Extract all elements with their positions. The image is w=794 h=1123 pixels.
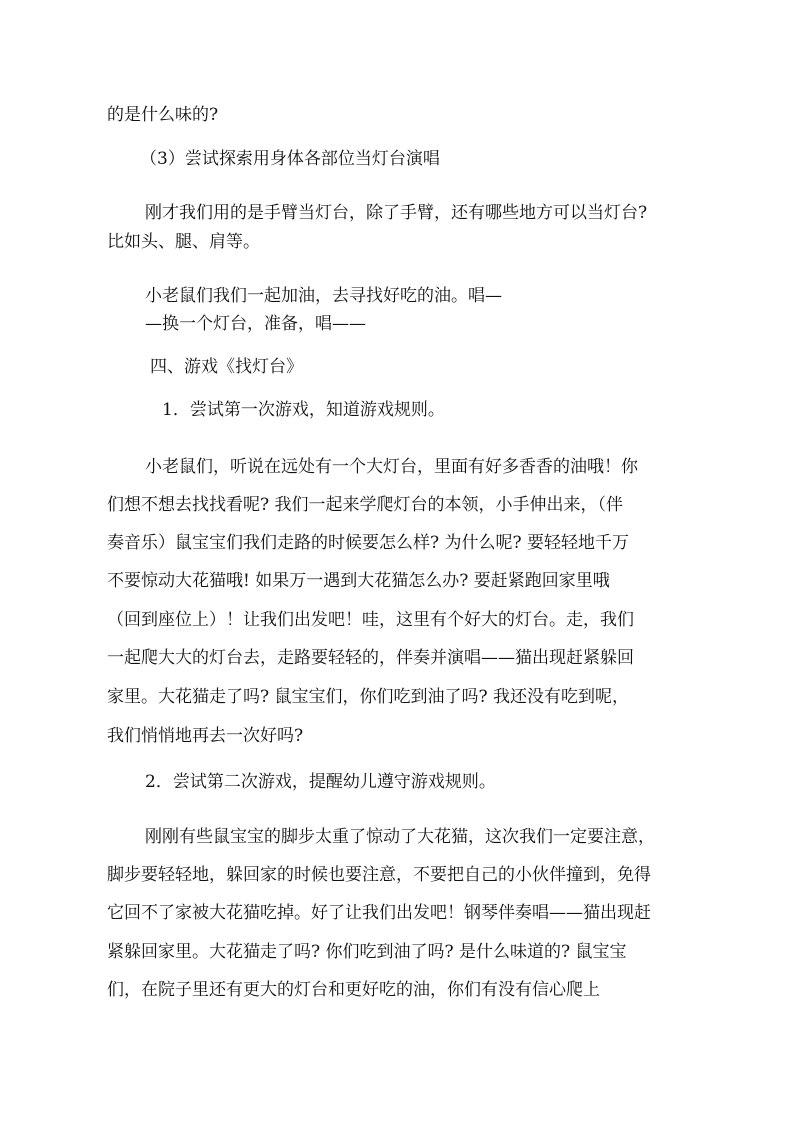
paragraph-line: 家里。大花猫走了吗? 鼠宝宝们，你们吃到油了吗? 我还没有吃到呢， [107, 687, 630, 707]
paragraph-line: 奏音乐）鼠宝宝们我们走路的时候要怎么样? 为什么呢? 要轻轻地千万 [107, 533, 630, 553]
paragraph-line: 们想不想去找找看呢? 我们一起来学爬灯台的本领，小手伸出来，（伴 [107, 495, 624, 515]
section4-heading: 四、游戏《找灯台》 [150, 357, 303, 377]
paragraph-line: 不要惊动大花猫哦! 如果万一遇到大花猫怎么办? 要赶紧跑回家里哦 [107, 571, 610, 591]
text-line-fragment: 的是什么味的? [107, 105, 219, 125]
paragraph-line: 比如头、腿、肩等。 [107, 232, 260, 252]
paragraph-line: 小老鼠们，听说在远处有一个大灯台，里面有好多香香的油哦！你 [145, 457, 638, 477]
item2-heading: 2．尝试第二次游戏，提醒幼儿遵守游戏规则。 [145, 772, 496, 792]
step3-heading: （3）尝试探索用身体各部位当灯台演唱 [140, 149, 440, 169]
paragraph-line: —换一个灯台，准备，唱—— [145, 314, 366, 334]
paragraph-line: 紧躲回家里。大花猫走了吗? 你们吃到油了吗? 是什么味道的? 鼠宝宝 [107, 942, 627, 962]
paragraph-line: 一起爬大大的灯台去，走路要轻轻的，伴奏并演唱——猫出现赶紧躲回 [107, 648, 634, 668]
paragraph-line: 刚刚有些鼠宝宝的脚步太重了惊动了大花猫，这次我们一定要注意， [145, 827, 655, 847]
item1-heading: 1．尝试第一次游戏，知道游戏规则。 [162, 400, 445, 420]
paragraph-line: 们，在院子里还有更大的灯台和更好吃的油，你们有没有信心爬上 [107, 980, 600, 1000]
paragraph-line: 小老鼠们我们一起加油，去寻找好吃的油。唱— [145, 286, 502, 306]
paragraph-line: （回到座位上）！让我们出发吧！哇，这里有个好大的灯台。走，我们 [107, 610, 634, 630]
paragraph-line: 我们悄悄地再去一次好吗? [107, 726, 304, 746]
paragraph-line: 它回不了家被大花猫吃掉。好了让我们出发吧！钢琴伴奏唱——猫出现赶 [107, 903, 651, 923]
paragraph-line: 脚步要轻轻地，躲回家的时候也要注意，不要把自己的小伙伴撞到，免得 [107, 865, 651, 885]
paragraph-line: 刚才我们用的是手臂当灯台，除了手臂，还有哪些地方可以当灯台? [145, 203, 648, 223]
